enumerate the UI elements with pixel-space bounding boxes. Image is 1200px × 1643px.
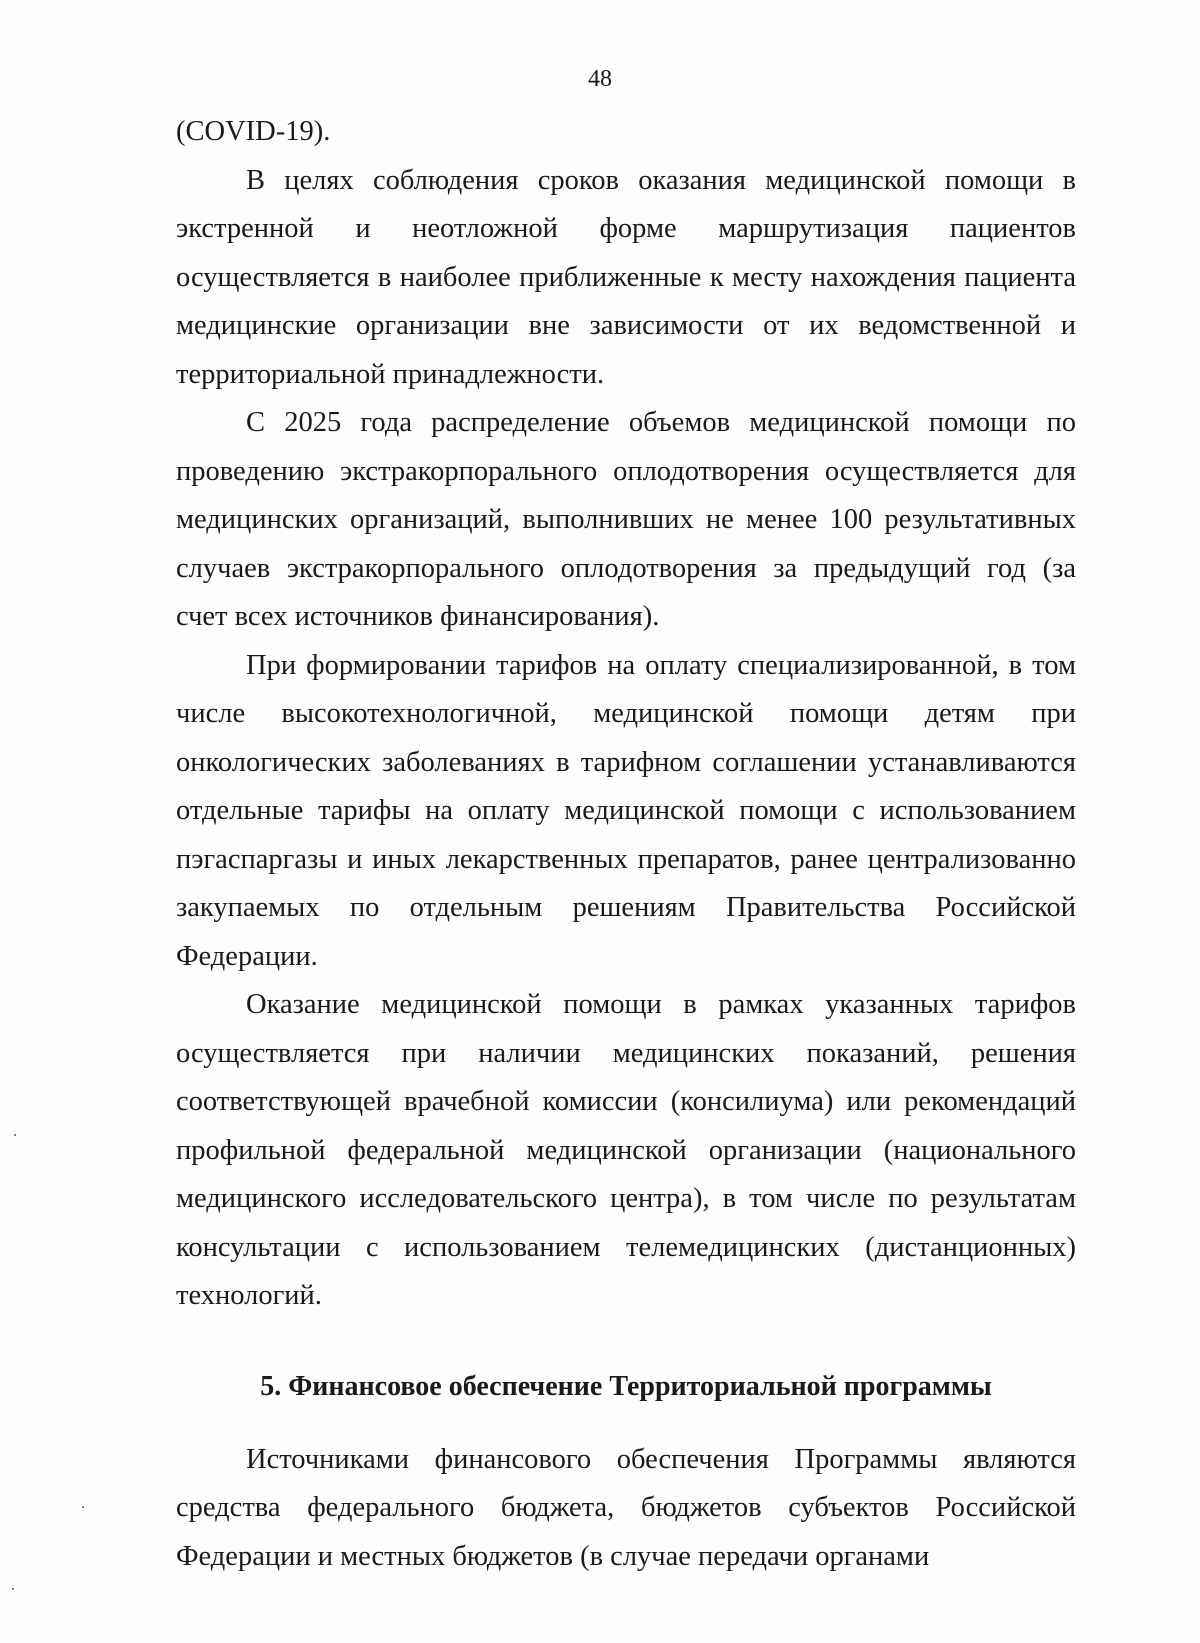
scan-speck <box>12 1588 14 1590</box>
page-number: 48 <box>588 66 612 92</box>
paragraph-emergency-routing: В целях соблюдения сроков оказания медицинской помощи в экстренной и неотложной форме маршрутизация пациентов осуществляется в наиболее приближенные к месту нахождения пациента медицинские организации вне зависимости от их ведомственной и территориальной принадлежности. <box>176 164 1076 390</box>
paragraph-covid-continuation: (COVID-19). <box>176 116 331 147</box>
scan-speck <box>82 1506 84 1508</box>
scan-speck <box>14 1134 16 1136</box>
section-heading: 5. Финансовое обеспечение Территориальной программы <box>260 1370 992 1402</box>
paragraph-oncology-tariffs: При формировании тарифов на оплату специализированной, в том числе высокотехнологичной, медицинской помощи детям при онкологических заболеваниях в тарифном соглашении устанавливаются отдельные тарифы на оплату медицинской помощи с использованием пэгаспаргазы и иных лекарственных препаратов, ранее централизованно закупаемых по отдельным решениям Правительства Российской Федерации. <box>176 649 1076 972</box>
document-body <box>176 108 1076 1581</box>
paragraph-care-provision: Оказание медицинской помощи в рамках указанных тарифов осуществляется при наличии медицинских показаний, решения соответствующей врачебной комиссии (консилиума) или рекомендаций профильной федеральной медицинской организации (национального медицинского исследовательского центра), в том числе по результатам консультации с использованием телемедицинских (дистанционных) технологий. <box>176 989 1076 1311</box>
paragraph-funding-sources: Источниками финансового обеспечения Программы являются средства федерального бюджета, бюджетов субъектов Российской Федерации и местных бюджетов (в случае передачи органами <box>176 1443 1076 1572</box>
paragraph-ivf-distribution: С 2025 года распределение объемов медицинской помощи по проведению экстракорпорального оплодотворения осуществляется для медицинских организаций, выполнивших не менее 100 результативных случаев экстракорпорального оплодотворения за предыдущий год (за счет всех источников финансирования). <box>176 407 1076 632</box>
